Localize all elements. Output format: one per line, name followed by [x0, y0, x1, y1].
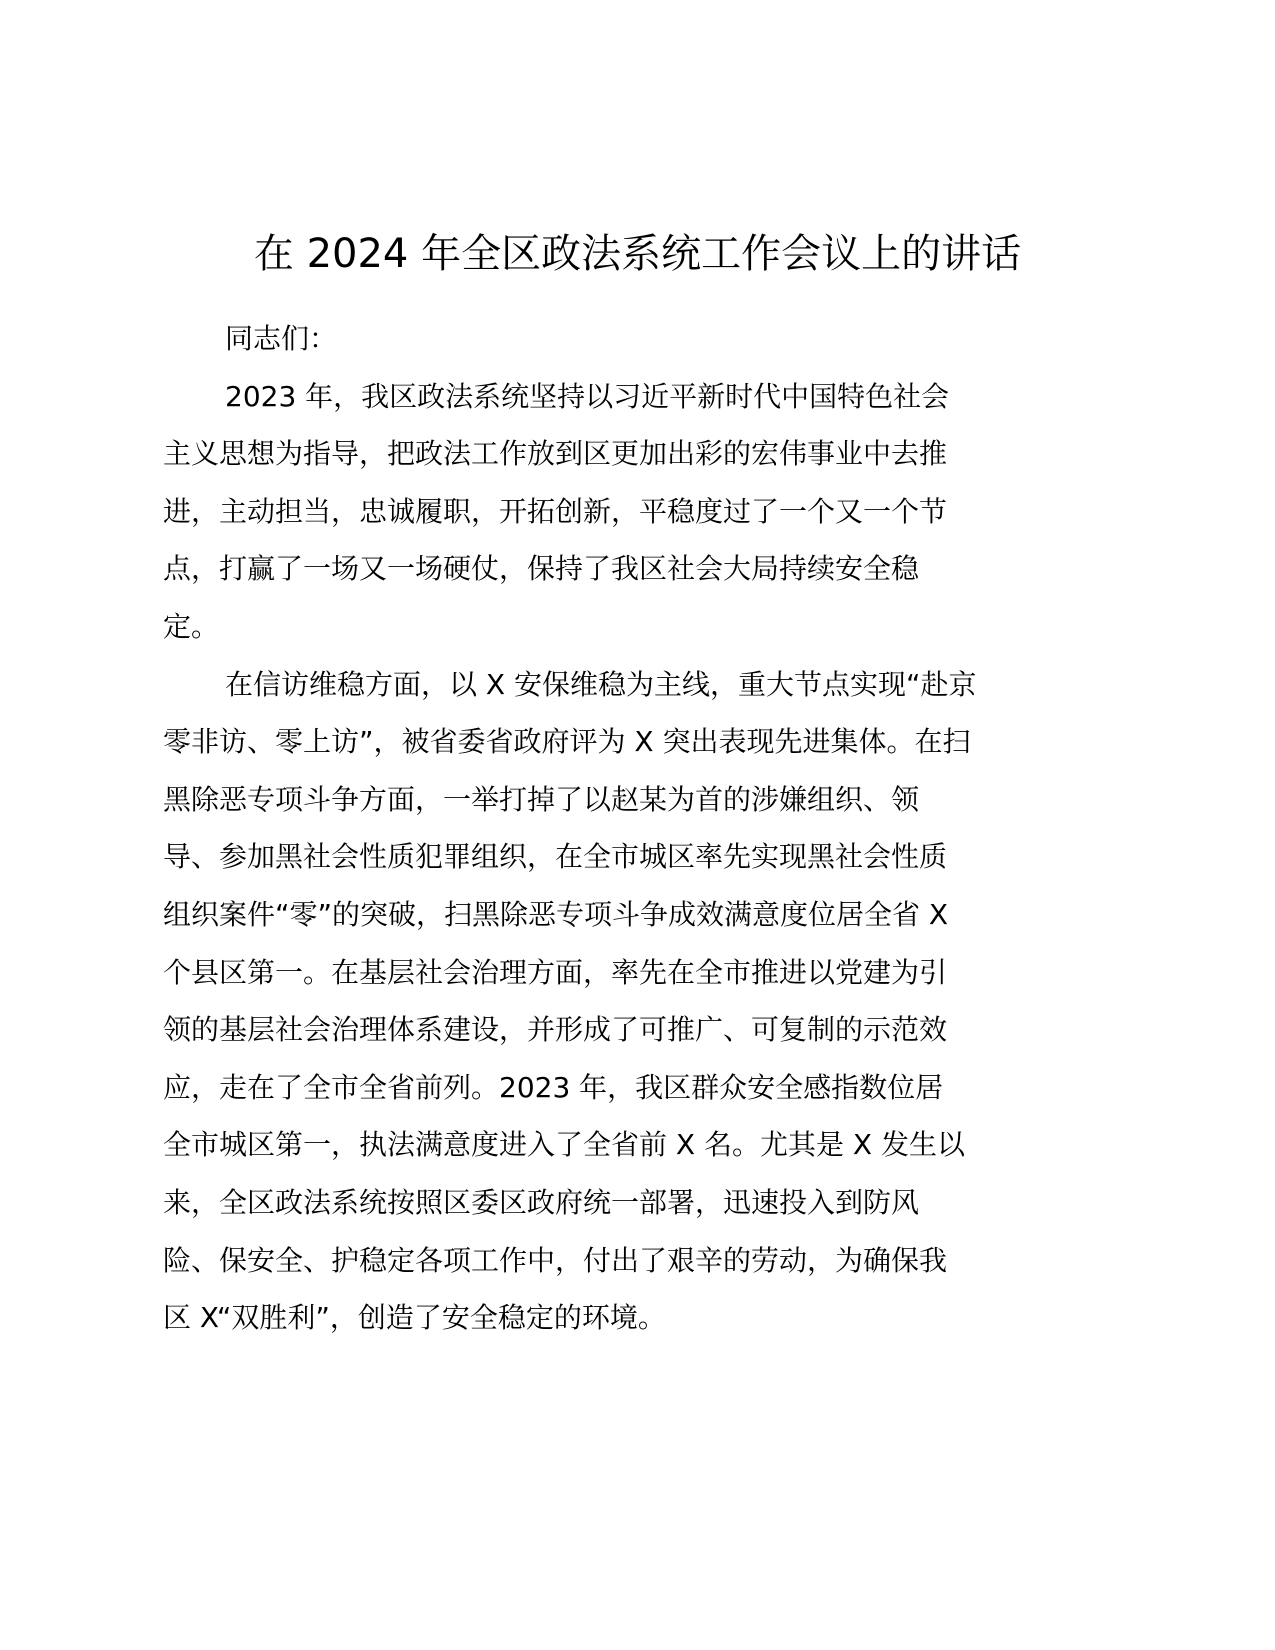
paragraph-line: 应，走在了全市全省前列。2023 年，我区群众安全感指数位居	[163, 1070, 944, 1104]
paragraph-line: 导、参加黑社会性质犯罪组织，在全市城区率先实现黑社会性质	[163, 840, 948, 874]
paragraph-line: 在信访维稳方面，以 X 安保维稳为主线，重大节点实现“赴京	[225, 667, 977, 701]
paragraph-line: 险、保安全、护稳定各项工作中，付出了艰辛的劳动，为确保我	[163, 1243, 948, 1277]
paragraph-line: 全市城区第一，执法满意度进入了全省前 X 名。尤其是 X 发生以	[163, 1128, 965, 1162]
paragraph-line: 领的基层社会治理体系建设，并形成了可推广、可复制的示范效	[163, 1013, 948, 1047]
paragraph-2	[163, 656, 1113, 1347]
paragraph-line: 个县区第一。在基层社会治理方面，率先在全市推进以党建为引	[163, 955, 948, 989]
paragraph-1	[163, 368, 1113, 656]
paragraph-line: 组织案件“零”的突破，扫黑除恶专项斗争成效满意度位居全省 X	[163, 897, 949, 931]
paragraph-line: 黑除恶专项斗争方面，一举打掉了以赵某为首的涉嫌组织、领	[163, 782, 920, 816]
paragraph-line: 点，打赢了一场又一场硬仗，保持了我区社会大局持续安全稳	[163, 552, 920, 586]
paragraph-line: 进，主动担当，忠诚履职，开拓创新，平稳度过了一个又一个节	[163, 494, 948, 528]
paragraph-line: 主义思想为指导，把政法工作放到区更加出彩的宏伟事业中去推	[163, 437, 948, 471]
paragraph-line: 零非访、零上访”，被省委省政府评为 X 突出表现先进集体。在扫	[163, 725, 971, 759]
paragraph-line: 定。	[163, 609, 220, 643]
paragraph-line: 2023 年，我区政法系统坚持以习近平新时代中国特色社会	[225, 379, 950, 413]
paragraph-line: 来，全区政法系统按照区委区政府统一部署，迅速投入到防风	[163, 1185, 920, 1219]
salutation-text: 同志们：	[225, 322, 338, 355]
paragraph-line: 区 X“双胜利”，创造了安全稳定的环境。	[163, 1301, 666, 1335]
document-body	[163, 310, 1113, 1347]
salutation	[163, 310, 1113, 368]
document-title: 在 2024 年全区政法系统工作会议上的讲话	[253, 231, 1022, 277]
